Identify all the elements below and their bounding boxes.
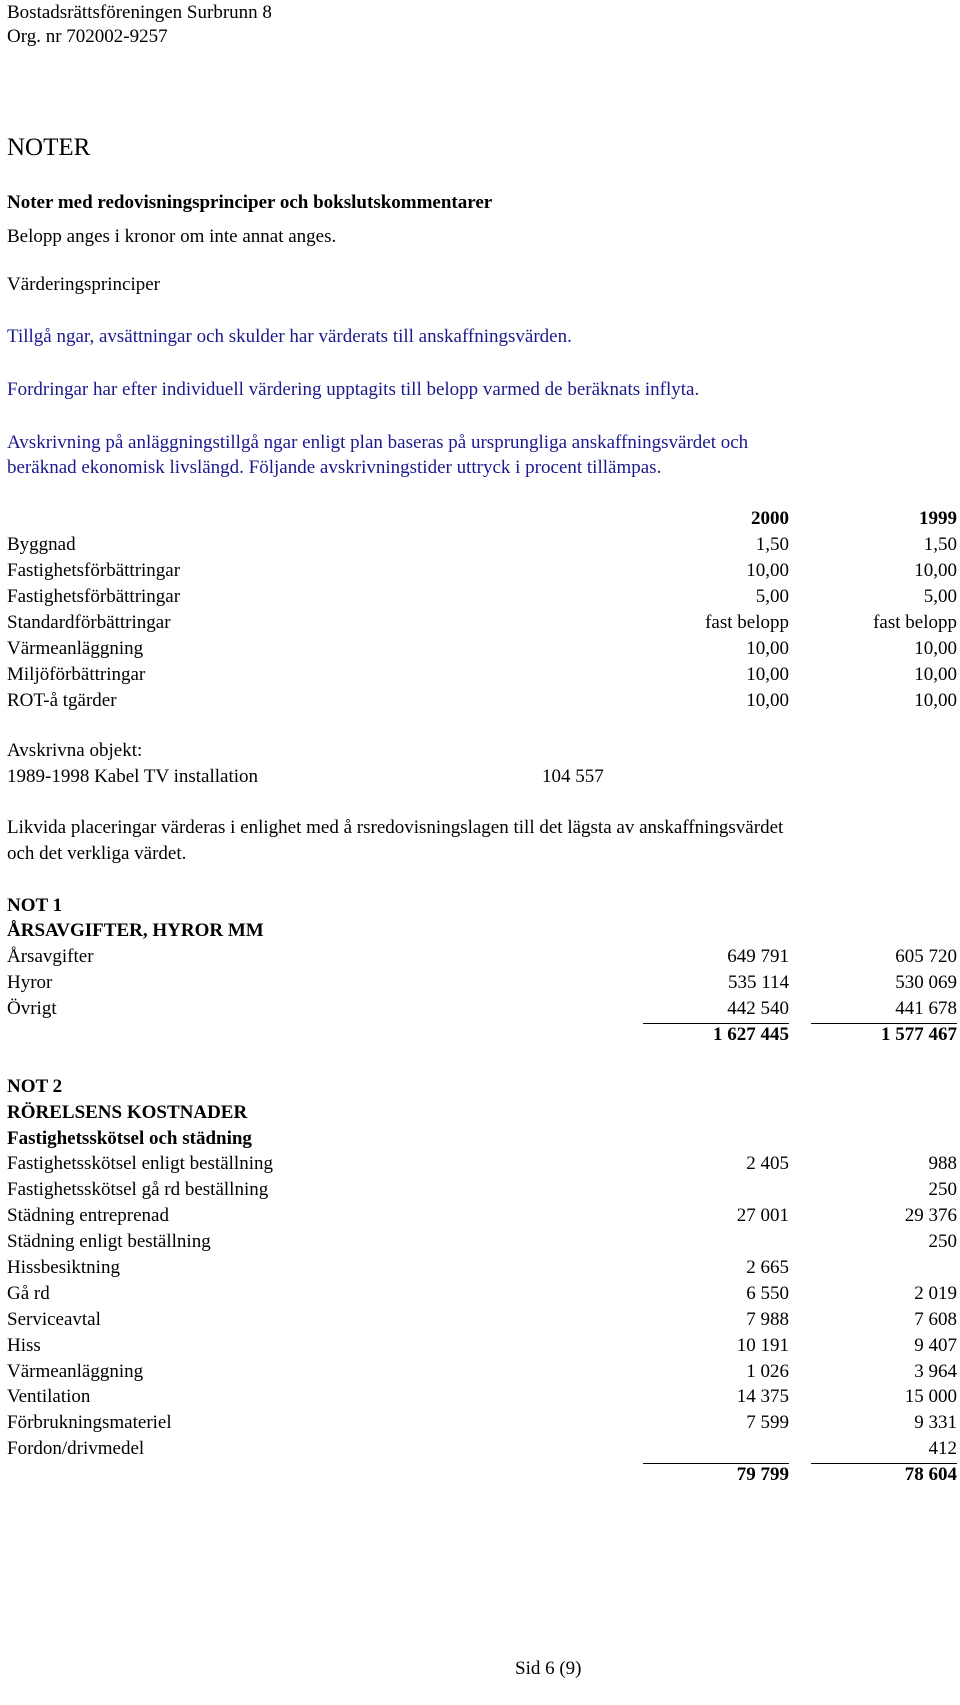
row-value-1999: 10,00 <box>914 664 957 685</box>
row-value-1999: 2 019 <box>914 1283 957 1304</box>
row-label: Hiss <box>7 1335 41 1356</box>
row-value-1999: 15 000 <box>904 1386 957 1407</box>
note1-total-1999: 1 577 467 <box>881 1024 957 1045</box>
row-label: Gå rd <box>7 1283 50 1304</box>
row-value-1999: 10,00 <box>914 638 957 659</box>
note2-number: NOT 2 <box>7 1076 63 1097</box>
row-value-2000: 6 550 <box>746 1283 789 1304</box>
note2-subtitle: Fastighetsskötsel och städning <box>7 1128 252 1149</box>
row-value-1999: 1,50 <box>923 534 957 555</box>
row-label: Hissbesiktning <box>7 1257 120 1278</box>
row-label: Hyror <box>7 972 53 993</box>
row-label: Värmeanläggning <box>7 1361 144 1382</box>
intro-heading: Noter med redovisningsprinciper och bokslutskommentarer <box>7 192 493 213</box>
row-value-1999: 988 <box>928 1153 957 1174</box>
org-number: Org. nr 702002-9257 <box>7 26 168 47</box>
row-label: Fordon/drivmedel <box>7 1438 145 1459</box>
row-label: Årsavgifter <box>7 946 94 967</box>
year-header-current: 2000 <box>751 508 789 529</box>
row-value-1999: fast belopp <box>873 612 957 633</box>
row-value-2000: 1 026 <box>746 1361 789 1382</box>
row-label: Värmeanläggning <box>7 638 144 659</box>
row-value-1999: 3 964 <box>914 1361 957 1382</box>
valuation-paragraph-1: Tillgå ngar, avsättningar och skulder har värderats till anskaffningsvärden. <box>7 326 572 347</box>
row-value-1999: 9 331 <box>914 1412 957 1433</box>
note1-total-2000: 1 627 445 <box>713 1024 789 1045</box>
row-value-2000: 1,50 <box>755 534 789 555</box>
valuation-heading: Värderingsprinciper <box>7 274 160 295</box>
row-value-1999: 5,00 <box>923 586 957 607</box>
row-label: Standardförbättringar <box>7 612 171 633</box>
row-label: Byggnad <box>7 534 76 555</box>
row-value-1999: 412 <box>928 1438 957 1459</box>
row-label: Serviceavtal <box>7 1309 101 1330</box>
liquid-paragraph-line-2: och det verkliga värdet. <box>7 843 187 864</box>
valuation-paragraph-3a: Avskrivning på anläggningstillgå ngar enligt plan baseras på ursprungliga anskaffningsvärdet och <box>7 432 749 453</box>
row-value-2000: 5,00 <box>755 586 789 607</box>
row-value-2000: 7 599 <box>746 1412 789 1433</box>
row-value-2000: 14 375 <box>736 1386 789 1407</box>
row-label: Fastighetsförbättringar <box>7 560 181 581</box>
note2-total-1999: 78 604 <box>904 1464 957 1485</box>
intro-line: Belopp anges i kronor om inte annat anges. <box>7 226 337 247</box>
row-value-2000: 649 791 <box>727 946 789 967</box>
row-label: Miljöförbättringar <box>7 664 146 685</box>
row-value-1999: 530 069 <box>895 972 957 993</box>
row-value-1999: 10,00 <box>914 560 957 581</box>
row-label: Fastighetsskötsel gå rd beställning <box>7 1179 269 1200</box>
row-value-2000: 2 665 <box>746 1257 789 1278</box>
written-off-item-label: 1989-1998 Kabel TV installation <box>7 766 259 787</box>
row-value-1999: 250 <box>928 1179 957 1200</box>
row-value-1999: 605 720 <box>895 946 957 967</box>
row-value-2000: 10,00 <box>746 664 789 685</box>
row-value-1999: 9 407 <box>914 1335 957 1356</box>
row-value-2000: 7 988 <box>746 1309 789 1330</box>
row-label: ROT-å tgärder <box>7 690 117 711</box>
note2-total-2000: 79 799 <box>736 1464 789 1485</box>
row-label: Fastighetsskötsel enligt beställning <box>7 1153 273 1174</box>
page-number: Sid 6 (9) <box>515 1658 582 1679</box>
row-label: Förbrukningsmateriel <box>7 1412 172 1433</box>
row-value-1999: 29 376 <box>904 1205 957 1226</box>
note2-title: RÖRELSENS KOSTNADER <box>7 1102 248 1123</box>
written-off-heading: Avskrivna objekt: <box>7 740 143 761</box>
org-name: Bostadsrättsföreningen Surbrunn 8 <box>7 2 272 23</box>
liquid-paragraph-line-1: Likvida placeringar värderas i enlighet med å rsredovisningslagen till det lägsta av anskaffningsvärdet <box>7 817 784 838</box>
row-value-2000: 27 001 <box>736 1205 789 1226</box>
row-label: Städning enligt beställning <box>7 1231 211 1252</box>
row-value-2000: fast belopp <box>705 612 789 633</box>
note1-title: ÅRSAVGIFTER, HYROR MM <box>7 920 264 941</box>
note1-number: NOT 1 <box>7 895 63 916</box>
row-value-2000: 2 405 <box>746 1153 789 1174</box>
row-label: Ventilation <box>7 1386 91 1407</box>
row-value-1999: 441 678 <box>895 998 957 1019</box>
row-value-2000: 10 191 <box>736 1335 789 1356</box>
row-value-2000: 10,00 <box>746 638 789 659</box>
row-label: Städning entreprenad <box>7 1205 169 1226</box>
row-value-1999: 250 <box>928 1231 957 1252</box>
row-value-2000: 10,00 <box>746 690 789 711</box>
row-value-2000: 442 540 <box>727 998 789 1019</box>
year-header-previous: 1999 <box>919 508 957 529</box>
row-value-2000: 535 114 <box>727 972 789 993</box>
page-title: NOTER <box>7 134 91 161</box>
row-value-1999: 10,00 <box>914 690 957 711</box>
valuation-paragraph-3b: beräknad ekonomisk livslängd. Följande avskrivningstider uttryck i procent tillämpas. <box>7 457 662 478</box>
valuation-paragraph-2: Fordringar har efter individuell värdering upptagits till belopp varmed de beräknats inflyta. <box>7 379 700 400</box>
row-label: Fastighetsförbättringar <box>7 586 181 607</box>
row-value-2000: 10,00 <box>746 560 789 581</box>
row-label: Övrigt <box>7 998 57 1019</box>
written-off-item-value: 104 557 <box>542 766 604 787</box>
row-value-1999: 7 608 <box>914 1309 957 1330</box>
